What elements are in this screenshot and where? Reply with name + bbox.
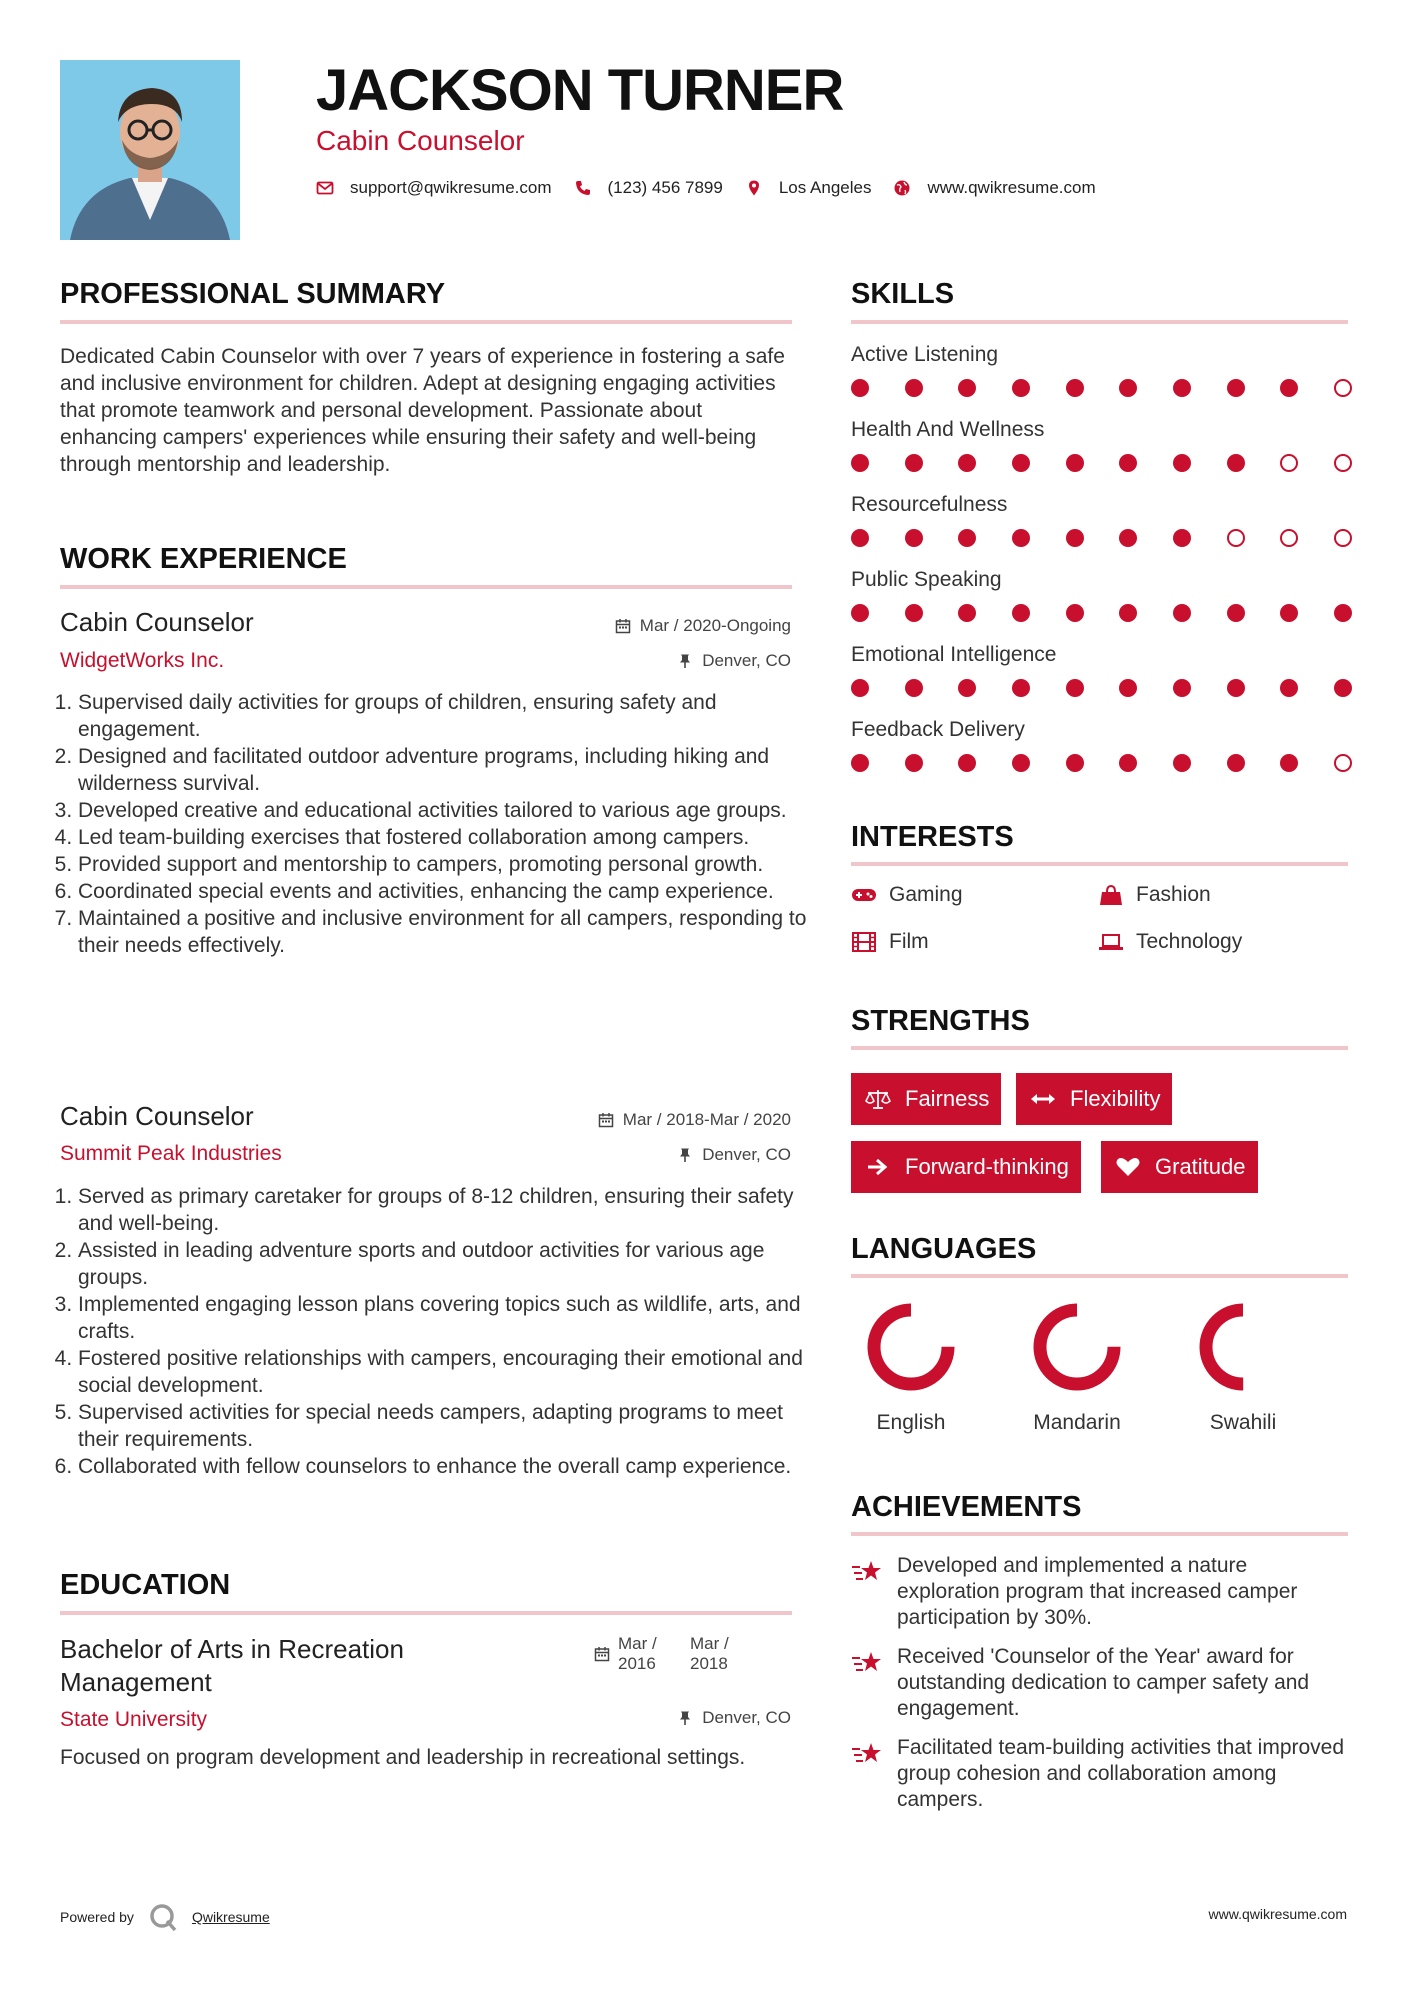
rating-dot-filled [1119, 454, 1137, 472]
rating-dot-empty [1280, 529, 1298, 547]
skill-name: Resourcefulness [851, 493, 1008, 516]
rating-dot-filled [1227, 754, 1245, 772]
phone-icon [574, 179, 592, 197]
strength-label: Fairness [905, 1086, 990, 1111]
shopping-bag-icon [1098, 884, 1124, 906]
skill-name: Public Speaking [851, 568, 1002, 591]
list-item: 5. Supervised activities for special needs campers, adapting programs to meet their requirements. [78, 1399, 813, 1453]
job-company: Summit Peak Industries [60, 1142, 282, 1165]
rating-dot-filled [1227, 679, 1245, 697]
rating-dot-filled [1066, 379, 1084, 397]
skill-row [851, 642, 1352, 717]
rating-dot-filled [1119, 379, 1137, 397]
strengths-heading: STRENGTHS [851, 1005, 1030, 1037]
rating-dot-filled [1280, 754, 1298, 772]
job-location [677, 1145, 791, 1165]
skills-heading: SKILLS [851, 278, 955, 310]
contact-website[interactable] [893, 178, 1095, 198]
rating-dot-filled [1173, 454, 1191, 472]
pushpin-icon [677, 653, 693, 669]
education-end-month: Mar / [690, 1634, 729, 1653]
interest-film [851, 930, 929, 954]
rating-dot-filled [958, 604, 976, 622]
rating-dot-filled [1173, 679, 1191, 697]
arrow-right-icon [865, 1156, 891, 1178]
education-dates [594, 1634, 729, 1674]
strength-flexibility [1016, 1073, 1172, 1125]
rating-dot-filled [958, 679, 976, 697]
achievements-divider [851, 1532, 1348, 1536]
calendar-icon [594, 1646, 610, 1662]
achievement-item [851, 1553, 1351, 1631]
rating-dot-filled [1066, 754, 1084, 772]
rating-dot-filled [905, 529, 923, 547]
list-item: 6. Coordinated special events and activities, enhancing the camp experience. [78, 878, 813, 905]
list-item: 3. Developed creative and educational activities tailored to various age groups. [78, 797, 813, 824]
interests-divider [851, 862, 1348, 866]
job-location-text: Denver, CO [702, 651, 791, 670]
education-divider [60, 1611, 792, 1615]
skill-rating [851, 754, 1352, 772]
skill-row [851, 492, 1352, 567]
powered-by-text: Powered by [60, 1909, 134, 1925]
achievement-text: Facilitated team-building activities that improved group cohesion and collaboration among campers. [897, 1736, 1345, 1811]
language-proficiency-ring [1193, 1297, 1293, 1397]
rating-dot-filled [851, 379, 869, 397]
interests-heading: INTERESTS [851, 821, 1014, 853]
skills-list [851, 342, 1352, 792]
laptop-icon [1098, 931, 1124, 953]
list-item: 6. Collaborated with fellow counselors to enhance the overall camp experience. [78, 1453, 813, 1480]
rating-dot-filled [1173, 604, 1191, 622]
job-dates-text: Mar / 2020-Ongoing [639, 616, 791, 635]
list-item: 1. Served as primary caretaker for groups of 8-12 children, ensuring their safety and well-being. [78, 1183, 813, 1237]
rating-dot-filled [958, 754, 976, 772]
rating-dot-filled [1012, 379, 1030, 397]
interest-label: Fashion [1136, 883, 1211, 906]
rating-dot-filled [1227, 604, 1245, 622]
rating-dot-filled [1119, 529, 1137, 547]
interest-label: Technology [1136, 930, 1243, 953]
rating-dot-filled [1227, 454, 1245, 472]
rating-dot-filled [905, 454, 923, 472]
degree-title: Bachelor of Arts in Recreation Management [60, 1634, 404, 1697]
rating-dot-filled [1012, 754, 1030, 772]
rating-dot-empty [1227, 529, 1245, 547]
star-award-icon [851, 1739, 883, 1767]
pushpin-icon [677, 1147, 693, 1163]
profile-photo [60, 60, 240, 240]
rating-dot-filled [1334, 604, 1352, 622]
skill-name: Active Listening [851, 343, 999, 366]
skill-row [851, 342, 1352, 417]
website-text: www.qwikresume.com [927, 178, 1096, 197]
rating-dot-filled [1119, 679, 1137, 697]
balance-scale-icon [865, 1088, 891, 1110]
rating-dot-filled [851, 604, 869, 622]
achievement-item [851, 1644, 1351, 1722]
rating-dot-filled [1012, 454, 1030, 472]
skill-rating [851, 604, 1352, 622]
skill-rating [851, 379, 1352, 397]
education-end-year: 2018 [690, 1654, 728, 1673]
skills-divider [851, 320, 1348, 324]
summary-divider [60, 320, 792, 324]
job-location [677, 651, 791, 671]
footer-powered-by [60, 1902, 270, 1932]
star-award-icon [851, 1648, 883, 1676]
skill-rating [851, 679, 1352, 697]
job-dates [598, 1110, 791, 1130]
skill-row [851, 567, 1352, 642]
list-item: 3. Implemented engaging lesson plans covering topics such as wildlife, arts, and crafts. [78, 1291, 813, 1345]
list-item: 4. Led team-building exercises that fostered collaboration among campers. [78, 824, 813, 851]
rating-dot-filled [1119, 754, 1137, 772]
languages-divider [851, 1274, 1348, 1278]
rating-dot-filled [1280, 379, 1298, 397]
list-item: 1. Supervised daily activities for groups of children, ensuring safety and engagement. [78, 689, 813, 743]
strength-fairness [851, 1073, 1001, 1125]
list-item: 2. Assisted in leading adventure sports and outdoor activities for various age groups. [78, 1237, 813, 1291]
skill-name: Emotional Intelligence [851, 643, 1057, 666]
rating-dot-filled [1066, 679, 1084, 697]
language-name: English [876, 1411, 946, 1434]
rating-dot-filled [1066, 604, 1084, 622]
strength-label: Gratitude [1155, 1154, 1246, 1179]
job-company: WidgetWorks Inc. [60, 649, 225, 672]
school-name: State University [60, 1708, 208, 1731]
job-duties [60, 1183, 813, 1480]
achievements-list [851, 1553, 1351, 1813]
gamepad-icon [851, 884, 877, 906]
languages-list [836, 1297, 1318, 1435]
experience-divider [60, 585, 792, 589]
education-heading: EDUCATION [60, 1569, 231, 1601]
education-location [677, 1708, 791, 1728]
email-text: support@qwikresume.com [350, 178, 552, 197]
rating-dot-filled [1012, 604, 1030, 622]
language-name: Mandarin [1033, 1411, 1121, 1434]
rating-dot-filled [1066, 529, 1084, 547]
education-location-text: Denver, CO [702, 1708, 791, 1727]
interest-label: Gaming [889, 883, 963, 906]
rating-dot-filled [1012, 679, 1030, 697]
rating-dot-empty [1334, 529, 1352, 547]
education-start-year: 2016 [618, 1654, 656, 1673]
job-title: Cabin Counselor [60, 1101, 254, 1131]
job-duties [60, 689, 813, 959]
job-dates [615, 616, 791, 636]
globe-icon [893, 179, 911, 197]
rating-dot-filled [1066, 454, 1084, 472]
skill-row [851, 717, 1352, 792]
rating-dot-filled [1173, 379, 1191, 397]
summary-text: Dedicated Cabin Counselor with over 7 years of experience in fostering a safe and inclusive environment for children. Adept at designing engaging activities that promote teamwork and personal development. Passionate about enhancing campers' experiences while ensuring their safety and well-being through mentorship and leadership. [60, 345, 785, 476]
rating-dot-empty [1334, 454, 1352, 472]
envelope-icon [316, 179, 334, 197]
strength-gratitude [1101, 1141, 1258, 1193]
rating-dot-filled [1334, 679, 1352, 697]
education-start [618, 1634, 682, 1674]
rating-dot-empty [1280, 454, 1298, 472]
language-proficiency-ring [1027, 1297, 1127, 1397]
language-item [1002, 1297, 1152, 1435]
skill-row [851, 417, 1352, 492]
candidate-title: Cabin Counselor [316, 125, 525, 156]
phone-text: (123) 456 7899 [607, 178, 723, 197]
rating-dot-filled [905, 679, 923, 697]
candidate-name: JACKSON TURNER [316, 58, 844, 123]
qwikresume-logo-icon [148, 1902, 178, 1932]
strength-label: Forward-thinking [905, 1154, 1069, 1179]
strength-forward-thinking [851, 1141, 1081, 1193]
calendar-icon [615, 618, 631, 634]
languages-heading: LANGUAGES [851, 1233, 1037, 1265]
rating-dot-filled [1227, 379, 1245, 397]
rating-dot-empty [1334, 379, 1352, 397]
film-icon [851, 931, 877, 953]
heart-icon [1115, 1156, 1141, 1178]
rating-dot-filled [851, 754, 869, 772]
location-text: Los Angeles [778, 178, 872, 197]
strengths-divider [851, 1046, 1348, 1050]
arrows-horizontal-icon [1030, 1088, 1056, 1110]
list-item: 4. Fostered positive relationships with campers, encouraging their emotional and social development. [78, 1345, 813, 1399]
list-item: 5. Provided support and mentorship to campers, promoting personal growth. [78, 851, 813, 878]
language-item [1168, 1297, 1318, 1435]
interest-technology [1098, 930, 1242, 954]
calendar-icon [598, 1112, 614, 1128]
brand-link[interactable]: Qwikresume [191, 1909, 270, 1925]
skill-rating [851, 529, 1352, 547]
summary-heading: PROFESSIONAL SUMMARY [60, 278, 446, 310]
rating-dot-filled [1119, 604, 1137, 622]
interest-gaming [851, 883, 963, 907]
rating-dot-filled [1012, 529, 1030, 547]
achievements-heading: ACHIEVEMENTS [851, 1491, 1082, 1523]
rating-dot-filled [958, 454, 976, 472]
star-award-icon [851, 1557, 883, 1585]
job-dates-text: Mar / 2018-Mar / 2020 [622, 1110, 791, 1129]
list-item: 7. Maintained a positive and inclusive environment for all campers, responding to their needs effectively. [78, 905, 813, 959]
rating-dot-filled [1280, 679, 1298, 697]
job-location-text: Denver, CO [702, 1145, 791, 1164]
rating-dot-filled [1280, 604, 1298, 622]
interest-label: Film [889, 930, 929, 953]
rating-dot-filled [958, 529, 976, 547]
rating-dot-empty [1334, 754, 1352, 772]
contact-location [745, 178, 872, 198]
job-title: Cabin Counselor [60, 607, 254, 637]
rating-dot-filled [851, 679, 869, 697]
rating-dot-filled [905, 604, 923, 622]
skill-rating [851, 454, 1352, 472]
rating-dot-filled [905, 379, 923, 397]
language-proficiency-ring [861, 1297, 961, 1397]
achievement-text: Developed and implemented a nature exploration program that increased camper participation by 30%. [897, 1554, 1298, 1629]
language-name: Swahili [1209, 1411, 1277, 1434]
skill-name: Feedback Delivery [851, 718, 1025, 741]
language-item [836, 1297, 986, 1435]
footer-website[interactable]: www.qwikresume.com [1208, 1906, 1347, 1922]
pushpin-icon [677, 1710, 693, 1726]
rating-dot-filled [851, 454, 869, 472]
achievement-text: Received 'Counselor of the Year' award for outstanding dedication to camper safety and engagement. [897, 1645, 1310, 1720]
experience-heading: WORK EXPERIENCE [60, 543, 347, 575]
rating-dot-filled [1173, 529, 1191, 547]
skill-name: Health And Wellness [851, 418, 1045, 441]
rating-dot-filled [851, 529, 869, 547]
contact-bar [316, 178, 1118, 198]
contact-email[interactable] [316, 178, 552, 198]
map-pin-icon [745, 179, 763, 197]
education-start-month: Mar / [618, 1634, 657, 1653]
list-item: 2. Designed and facilitated outdoor adventure programs, including hiking and wilderness survival. [78, 743, 813, 797]
interest-fashion [1098, 883, 1211, 907]
contact-phone[interactable] [574, 178, 723, 198]
rating-dot-filled [1173, 754, 1191, 772]
rating-dot-filled [958, 379, 976, 397]
achievement-item [851, 1735, 1351, 1813]
strength-label: Flexibility [1070, 1086, 1161, 1111]
rating-dot-filled [905, 754, 923, 772]
education-end [690, 1634, 729, 1674]
education-description: Focused on program development and leadership in recreational settings. [60, 1746, 746, 1769]
